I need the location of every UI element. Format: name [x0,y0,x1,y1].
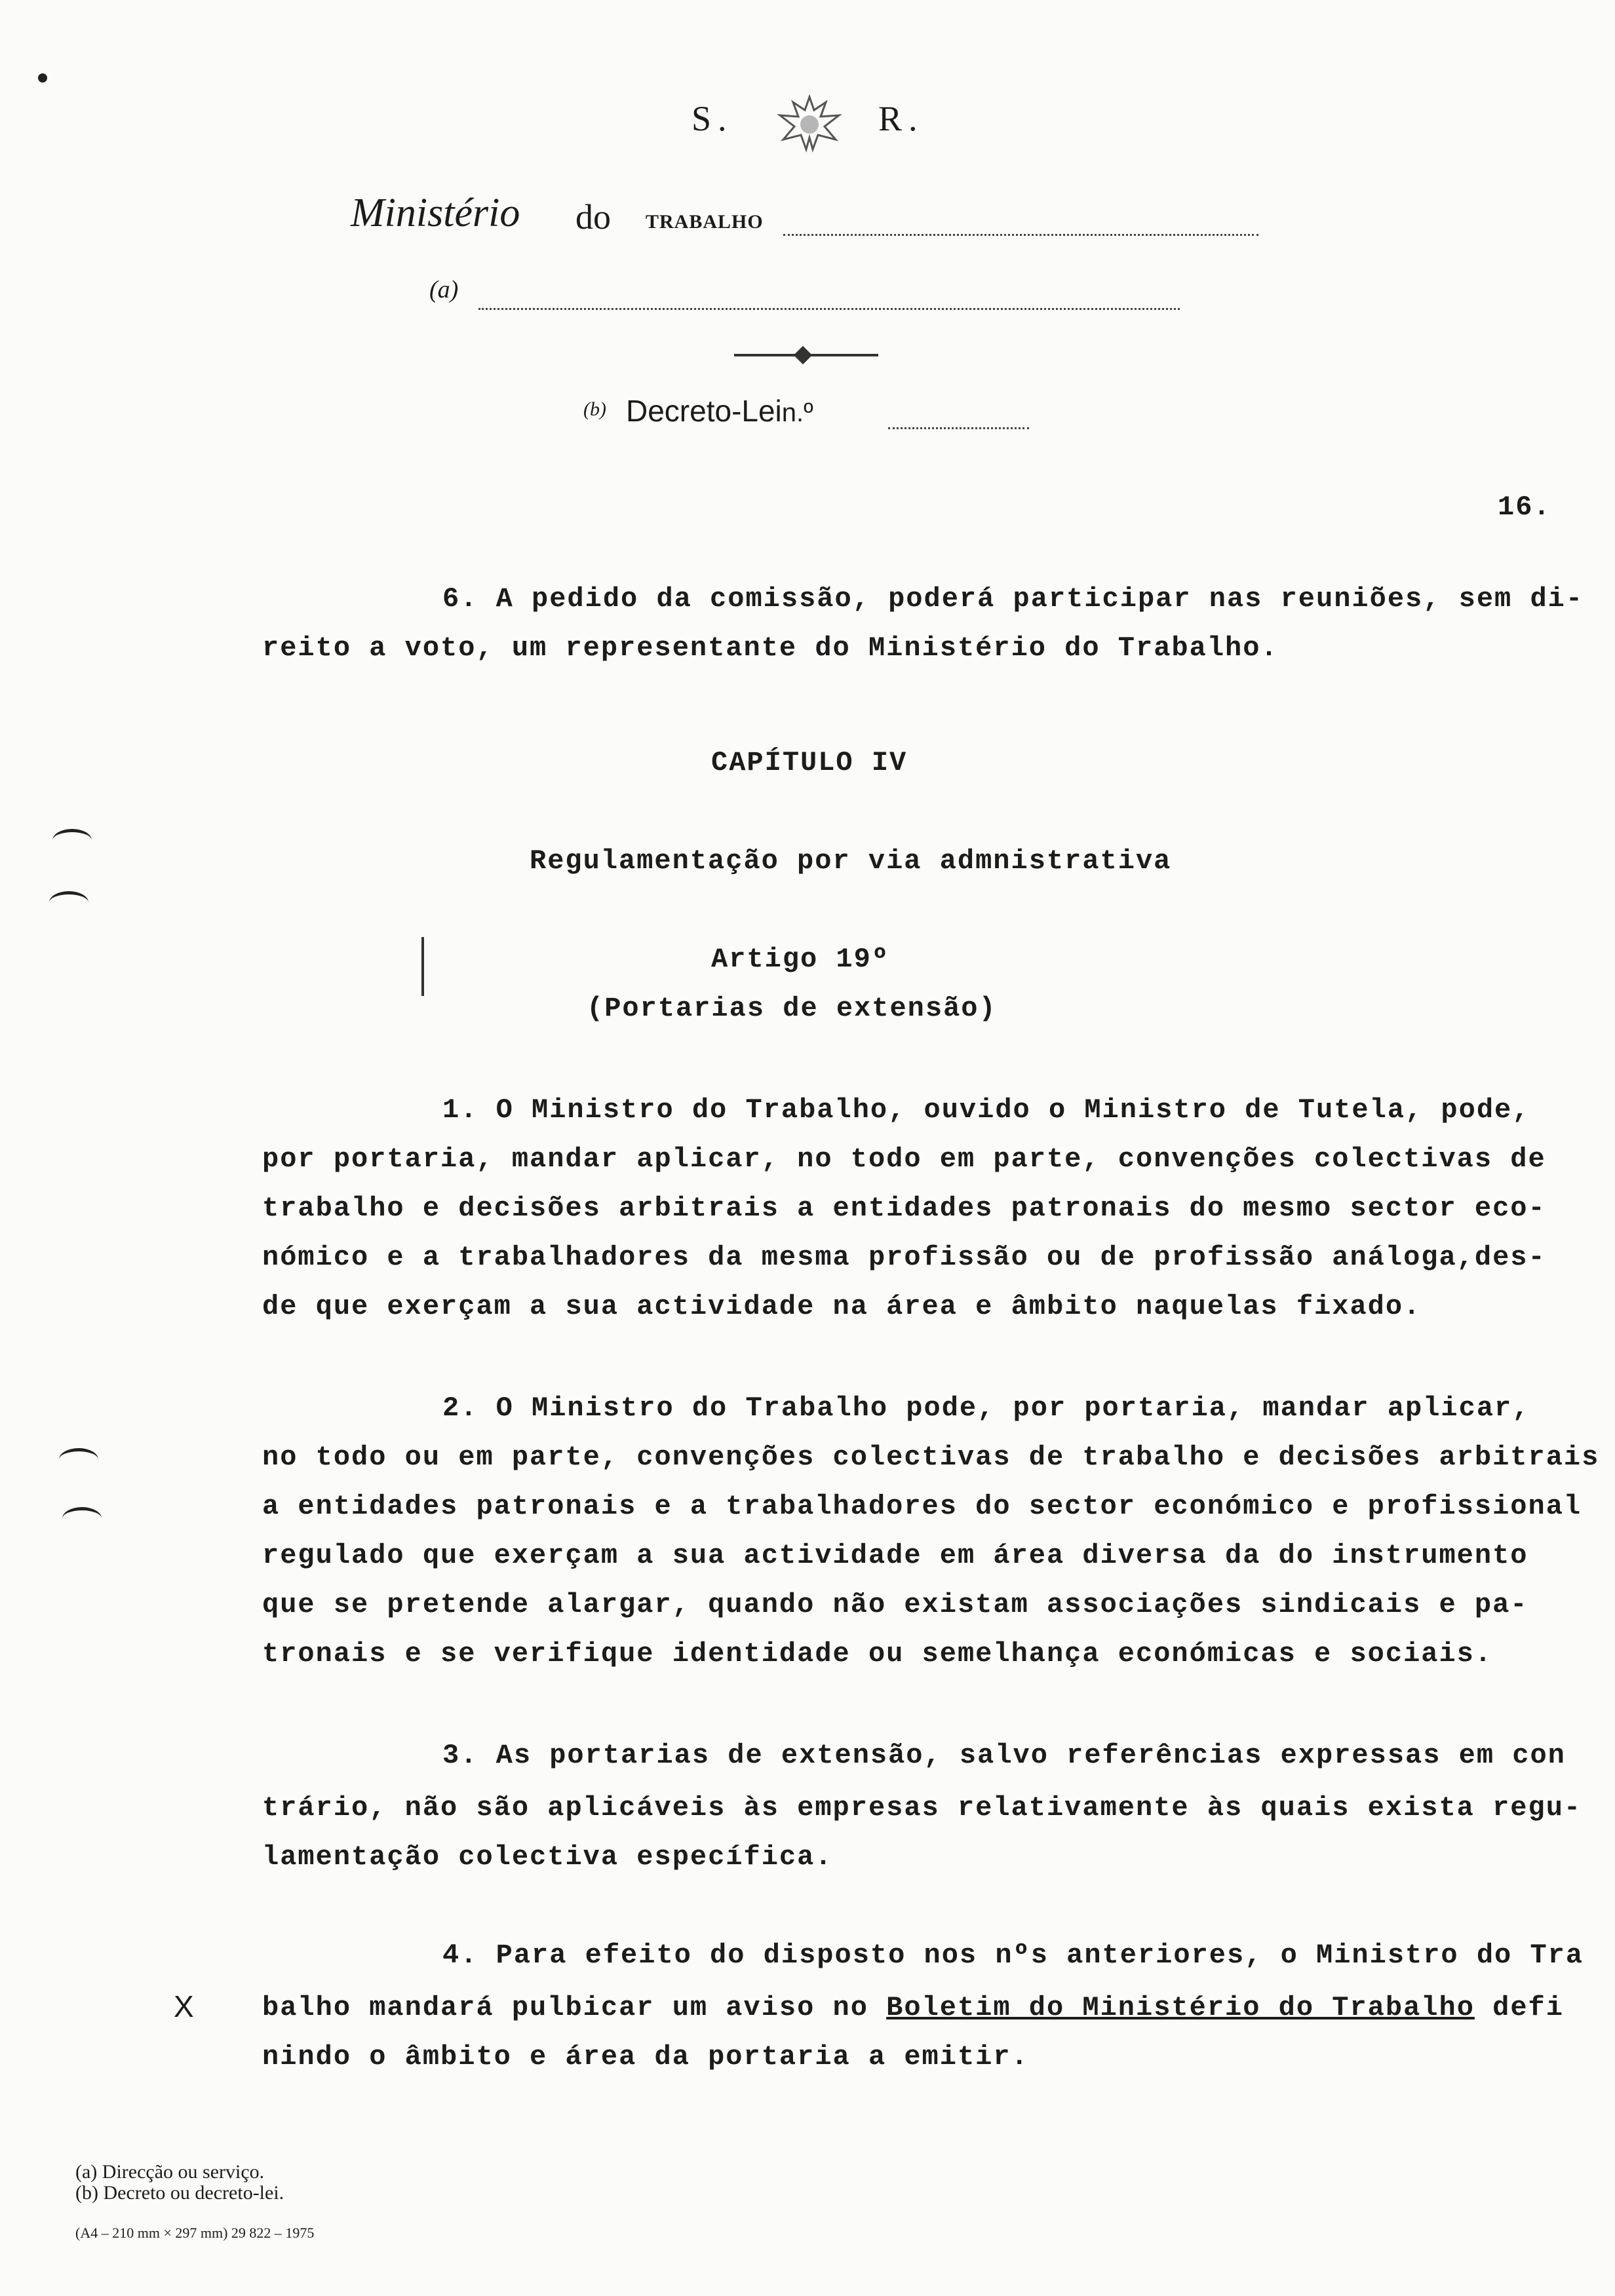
article-title: (Portarias de extensão) [587,993,997,1024]
page-number: 16. [1498,491,1551,523]
binding-mark [52,829,92,852]
binding-mark [49,891,88,914]
decree-label: Decreto-Lein.º [626,394,813,428]
para-2-line-3: a entidades patronais e a trabalhadores do sector económico e profissional [262,1491,1582,1522]
ministerio-label: Ministério [351,191,520,235]
para-1-line-3: trabalho e decisões arbitrais a entidades patronais do mesmo sector eco- [262,1193,1546,1224]
boletim-title: Boletim do Ministério do Trabalho [886,1992,1475,2023]
para-6-line-1: 6. A pedido da comissão, poderá participar nas reuniões, sem di- [442,583,1584,615]
ink-stroke [421,937,424,996]
para-3-line-1: 3. As portarias de extensão, salvo referências expressas em con [442,1740,1566,1771]
para-2-line-2: no todo ou em parte, convenções colectivas de trabalho e decisões arbitrais [262,1442,1600,1473]
binding-mark [62,1507,102,1530]
para-1-line-5: de que exerçam a sua actividade na área e âmbito naquelas fixado. [262,1291,1422,1322]
para-1-line-4: nómico e a trabalhadores da mesma profissão ou de profissão análoga,des- [262,1242,1546,1273]
ink-dot [38,73,47,83]
chapter-title: Regulamentação por via admnistrativa [530,845,1172,877]
para-3-line-2: trário, não são aplicáveis às empresas relativamente às quais exista regu- [262,1792,1582,1824]
print-reference: (A4 – 210 mm × 297 mm) 29 822 – 1975 [75,2225,315,2241]
decree-number-dotted-line [888,427,1029,429]
binding-mark [59,1448,98,1471]
do-label: do [575,197,611,237]
chapter-heading: CAPÍTULO IV [711,747,908,778]
margin-x-mark: X [174,1989,194,2023]
footnote-b: (b) Decreto ou decreto-lei. [75,2182,284,2204]
ministry-name: TRABALHO [646,211,764,233]
header-r-letter: R. [878,99,924,138]
footnote-a: (a) Direcção ou serviço. [75,2161,265,2183]
service-dotted-line [478,308,1180,310]
para-2-line-5: que se pretende alargar, quando não existam associações sindicais e pa- [262,1589,1528,1620]
a-marker: (a) [429,276,459,303]
para-4-line-1: 4. Para efeito do disposto nos nºs anteriores, o Ministro do Tra [442,1940,1584,1971]
para-4-line-3: nindo o âmbito e área da portaria a emitir. [262,2041,1029,2073]
para-1-line-2: por portaria, mandar aplicar, no todo em parte, convenções colectivas de [262,1143,1546,1175]
para-2-line-1: 2. O Ministro do Trabalho pode, por portaria, mandar aplicar, [442,1392,1530,1424]
article-heading: Artigo 19º [711,944,890,975]
b-marker: (b) [583,398,606,420]
para-4-line-2: balho mandará pulbicar um aviso no Boletim do Ministério do Trabalho defi [262,1992,1564,2023]
para-1-line-1: 1. O Ministro do Trabalho, ouvido o Ministro de Tutela, pode, [442,1094,1530,1126]
para-2-line-4: regulado que exerçam a sua actividade em área diversa da do instrumento [262,1540,1528,1571]
para-2-line-6: tronais e se verifique identidade ou semelhança económicas e sociais. [262,1638,1493,1670]
ministry-dotted-line [783,234,1258,236]
coat-of-arms-emblem [767,90,852,159]
header-s-letter: S. [691,99,733,138]
para-6-line-2: reito a voto, um representante do Ministério do Trabalho. [262,632,1279,664]
para-3-line-3: lamentação colectiva específica. [262,1841,833,1873]
ornament-diamond [794,346,812,364]
